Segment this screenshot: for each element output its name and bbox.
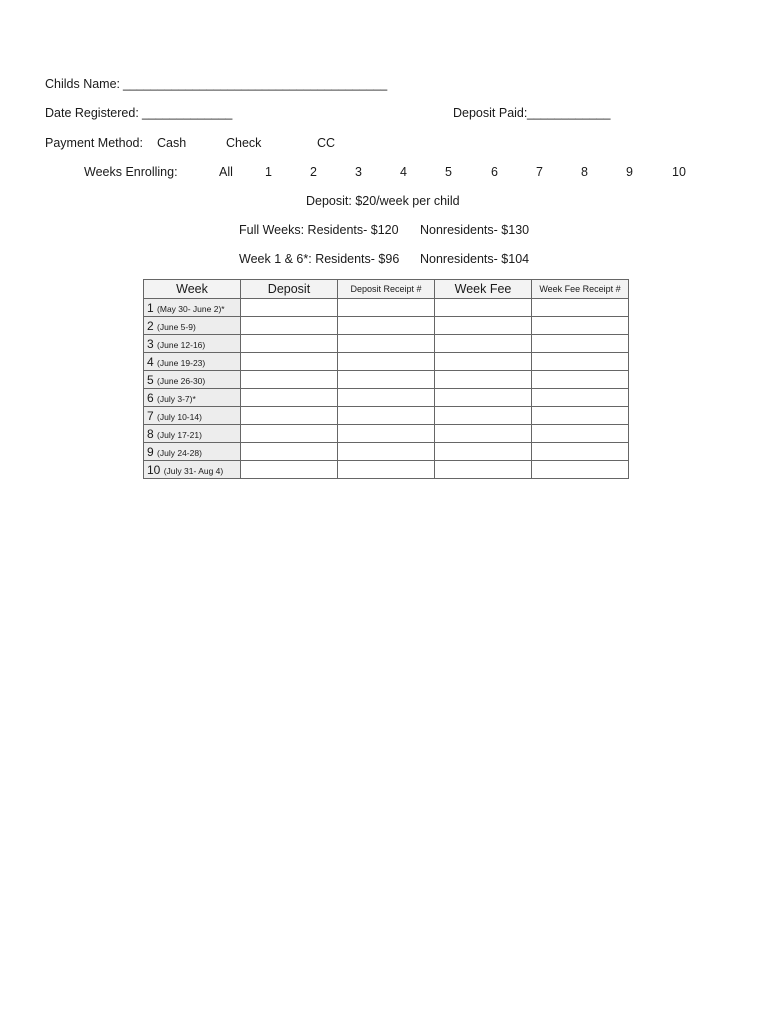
deposit-paid-field[interactable]: ____________ xyxy=(527,106,611,120)
deposit-receipt-cell[interactable] xyxy=(338,389,435,407)
header-deposit: Deposit xyxy=(241,280,338,299)
week-fee-cell[interactable] xyxy=(435,299,532,317)
week-dates: (June 19-23) xyxy=(157,357,206,368)
week-cell xyxy=(144,317,241,335)
week-dates: (June 12-16) xyxy=(157,339,206,350)
week-dates: (July 10-14) xyxy=(157,411,202,422)
week-cell xyxy=(144,443,241,461)
week-dates: (July 17-21) xyxy=(157,429,202,440)
week-dates: (June 5-9) xyxy=(157,321,196,332)
deposit-receipt-cell[interactable] xyxy=(338,317,435,335)
childs-name-field[interactable]: ______________________________________ xyxy=(123,77,388,91)
deposit-cell[interactable] xyxy=(241,353,338,371)
week-fee-receipt-cell[interactable] xyxy=(532,353,629,371)
week-dates: (July 24-28) xyxy=(157,447,202,458)
week-cell xyxy=(144,407,241,425)
week-fee-cell[interactable] xyxy=(435,371,532,389)
deposit-cell[interactable] xyxy=(241,317,338,335)
deposit-cell[interactable] xyxy=(241,407,338,425)
deposit-receipt-cell[interactable] xyxy=(338,335,435,353)
table-row xyxy=(144,335,629,353)
week-cell xyxy=(144,335,241,353)
week-number: 1 xyxy=(147,300,154,315)
week-option-1[interactable]: 1 xyxy=(265,165,272,179)
week-fee-receipt-cell[interactable] xyxy=(532,443,629,461)
week-option-6[interactable]: 6 xyxy=(491,165,498,179)
week-option-2[interactable]: 2 xyxy=(310,165,317,179)
deposit-cell[interactable] xyxy=(241,299,338,317)
week-fee-cell[interactable] xyxy=(435,461,532,479)
table-row xyxy=(144,389,629,407)
week-fee-receipt-cell[interactable] xyxy=(532,389,629,407)
deposit-cell[interactable] xyxy=(241,443,338,461)
deposit-cell[interactable] xyxy=(241,335,338,353)
weeks-table xyxy=(143,279,629,479)
deposit-receipt-cell[interactable] xyxy=(338,299,435,317)
week-fee-receipt-cell[interactable] xyxy=(532,407,629,425)
deposit-receipt-cell[interactable] xyxy=(338,443,435,461)
week-cell xyxy=(144,461,241,479)
table-row xyxy=(144,425,629,443)
week-number: 4 xyxy=(147,354,154,369)
date-registered-field[interactable]: _____________ xyxy=(142,106,233,120)
week-fee-receipt-cell[interactable] xyxy=(532,461,629,479)
deposit-receipt-cell[interactable] xyxy=(338,425,435,443)
table-row xyxy=(144,461,629,479)
week-number: 9 xyxy=(147,444,154,459)
week-number: 8 xyxy=(147,426,154,441)
date-registered-label: Date Registered: xyxy=(45,106,139,120)
week-option-8[interactable]: 8 xyxy=(581,165,588,179)
week-number: 7 xyxy=(147,408,154,423)
week-number: 3 xyxy=(147,336,154,351)
week-fee-receipt-cell[interactable] xyxy=(532,299,629,317)
deposit-receipt-cell[interactable] xyxy=(338,353,435,371)
deposit-cell[interactable] xyxy=(241,461,338,479)
payment-option-cash[interactable]: Cash xyxy=(157,136,187,150)
week-dates: (July 3-7)* xyxy=(157,393,196,404)
week-fee-cell[interactable] xyxy=(435,425,532,443)
deposit-cell[interactable] xyxy=(241,389,338,407)
payment-option-check[interactable]: Check xyxy=(226,136,262,150)
week-fee-receipt-cell[interactable] xyxy=(532,425,629,443)
table-row xyxy=(144,407,629,425)
week-option-3[interactable]: 3 xyxy=(355,165,362,179)
week-fee-cell[interactable] xyxy=(435,335,532,353)
week-cell xyxy=(144,299,241,317)
week16-residents-text: Week 1 & 6*: Residents- $96 xyxy=(239,252,400,266)
week-fee-receipt-cell[interactable] xyxy=(532,317,629,335)
week-option-5[interactable]: 5 xyxy=(445,165,452,179)
week-cell xyxy=(144,371,241,389)
week-fee-cell[interactable] xyxy=(435,353,532,371)
week-option-10[interactable]: 10 xyxy=(672,165,686,179)
payment-option-cc[interactable]: CC xyxy=(317,136,336,150)
deposit-cell[interactable] xyxy=(241,425,338,443)
table-row xyxy=(144,443,629,461)
header-week-fee: Week Fee xyxy=(435,280,532,299)
table-row xyxy=(144,299,629,317)
week-cell xyxy=(144,389,241,407)
deposit-cell[interactable] xyxy=(241,371,338,389)
week-option-7[interactable]: 7 xyxy=(536,165,543,179)
table-header-row xyxy=(144,280,629,299)
week-cell xyxy=(144,353,241,371)
deposit-paid-label: Deposit Paid: xyxy=(453,106,528,120)
week-number: 2 xyxy=(147,318,154,333)
week-dates: (June 26-30) xyxy=(157,375,206,386)
week-number: 5 xyxy=(147,372,154,387)
deposit-receipt-cell[interactable] xyxy=(338,461,435,479)
week-fee-cell[interactable] xyxy=(435,389,532,407)
table-row xyxy=(144,317,629,335)
week-option-9[interactable]: 9 xyxy=(626,165,633,179)
week-dates: (July 31- Aug 4) xyxy=(163,465,224,476)
week-option-4[interactable]: 4 xyxy=(400,165,407,179)
weeks-enrolling-label: Weeks Enrolling: xyxy=(84,165,178,179)
table-row xyxy=(144,371,629,389)
deposit-receipt-cell[interactable] xyxy=(338,407,435,425)
week-number: 10 xyxy=(147,462,161,477)
table-row xyxy=(144,353,629,371)
week-fee-receipt-cell[interactable] xyxy=(532,371,629,389)
payment-method-label: Payment Method: xyxy=(45,136,143,150)
week-fee-cell[interactable] xyxy=(435,407,532,425)
header-week-fee-receipt: Week Fee Receipt # xyxy=(532,280,629,299)
full-weeks-nonresidents-text: Nonresidents- $130 xyxy=(420,223,530,237)
childs-name-label: Childs Name: xyxy=(45,77,121,91)
deposit-receipt-cell[interactable] xyxy=(338,371,435,389)
week16-nonresidents-text: Nonresidents- $104 xyxy=(420,252,530,266)
week-fee-cell[interactable] xyxy=(435,443,532,461)
week-option-all[interactable]: All xyxy=(219,165,233,179)
header-week: Week xyxy=(144,280,241,299)
week-fee-cell[interactable] xyxy=(435,317,532,335)
week-fee-receipt-cell[interactable] xyxy=(532,335,629,353)
week-dates: (May 30- June 2)* xyxy=(157,303,225,314)
header-deposit-receipt: Deposit Receipt # xyxy=(338,280,435,299)
week-number: 6 xyxy=(147,390,154,405)
week-cell xyxy=(144,425,241,443)
deposit-rate-text: Deposit: $20/week per child xyxy=(306,194,460,208)
full-weeks-residents-text: Full Weeks: Residents- $120 xyxy=(239,223,399,237)
